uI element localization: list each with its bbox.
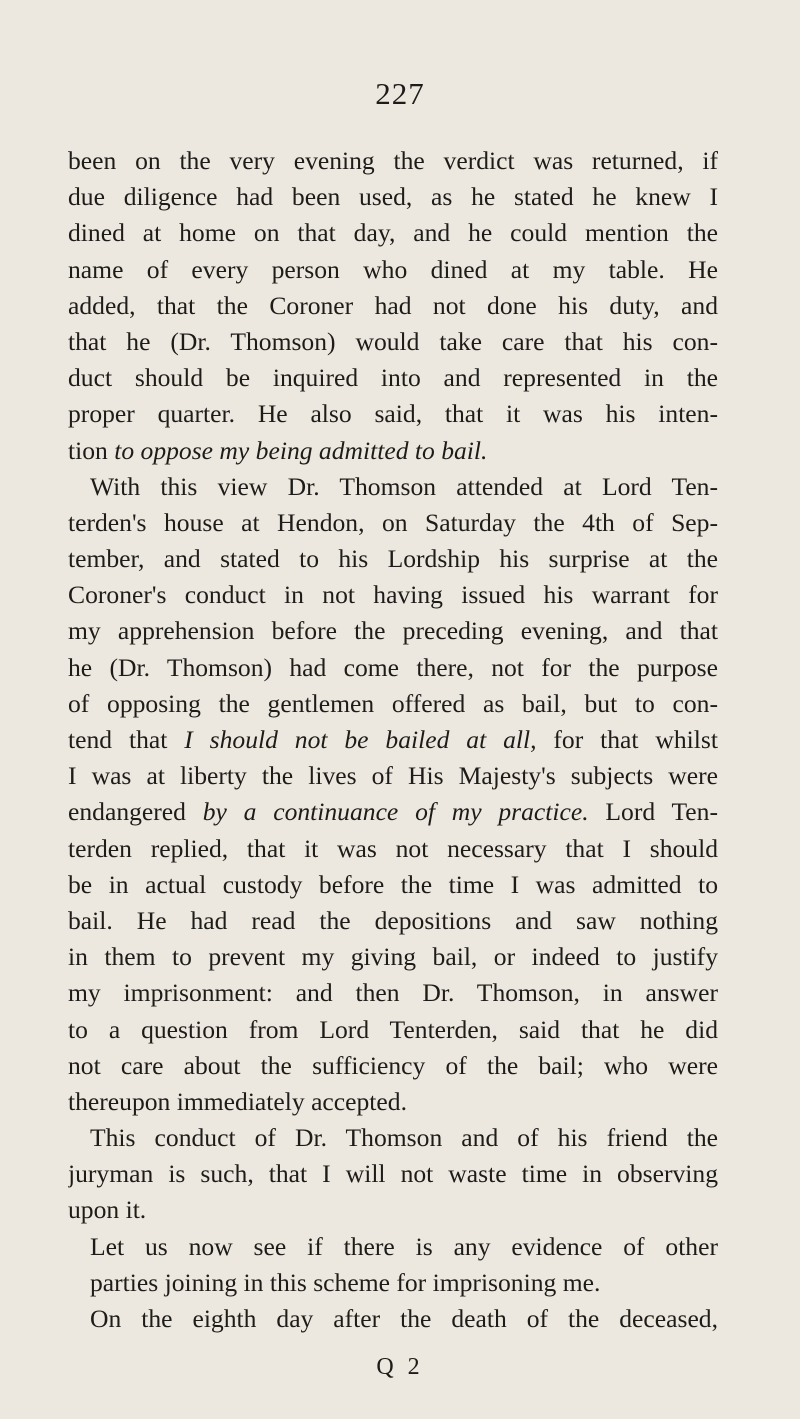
text-run: terden's house at Hendon, on Saturday the 4th of Sep- xyxy=(68,507,718,537)
text-run: for that whilst xyxy=(536,725,718,754)
text-run: juryman is such, that I will not waste time in observing xyxy=(68,1159,718,1189)
text-run: proper quarter. He also said, that it was his inten- xyxy=(68,399,718,429)
text-run: of opposing the gentlemen offered as bail, but to con- xyxy=(68,688,718,718)
text-line xyxy=(68,831,718,867)
text-run: Coroner's conduct in not having issued his warrant for xyxy=(68,580,718,610)
text-line xyxy=(68,1120,718,1156)
text-run: due diligence had been used, as he stated he knew I xyxy=(68,182,718,212)
text-line xyxy=(68,903,718,939)
text-line xyxy=(68,252,718,288)
italic-text: by a continuance of my practice. xyxy=(202,797,589,827)
text-line xyxy=(68,1301,718,1337)
text-run: to a question from Lord Tenterden, said that he did xyxy=(68,1014,718,1044)
text-run: my imprisonment: and then Dr. Thomson, in answer xyxy=(68,978,718,1008)
text-line xyxy=(68,722,718,758)
text-run: duct should be inquired into and represented in the xyxy=(68,363,718,393)
text-line xyxy=(68,686,718,722)
text-line xyxy=(68,288,718,324)
text-line xyxy=(68,360,718,396)
signature-mark: Q 2 xyxy=(376,1354,424,1380)
text-line xyxy=(68,469,718,505)
text-run: I was at liberty the lives of His Majesty's subjects were xyxy=(68,761,718,791)
text-line xyxy=(68,758,718,794)
text-run: On the eighth day after the death of the deceased, xyxy=(90,1304,718,1333)
text-run: added, that the Coroner had not done his duty, and xyxy=(68,290,718,320)
text-run: This conduct of Dr. Thomson and of his friend the xyxy=(90,1123,718,1153)
text-run: that he (Dr. Thomson) would take care that his con- xyxy=(68,326,718,356)
text-run: Let us now see if there is any evidence of other xyxy=(90,1231,718,1261)
text-line xyxy=(68,650,718,686)
text-line xyxy=(68,505,718,541)
text-line xyxy=(68,1192,718,1228)
text-run: not care about the sufficiency of the bail; who were xyxy=(68,1050,718,1080)
text-run: parties joining in this scheme for imprisoning me. xyxy=(90,1267,601,1297)
text-line xyxy=(68,613,718,649)
text-run: dined at home on that day, and he could mention the xyxy=(68,218,718,248)
text-run: he (Dr. Thomson) had come there, not for the purpose xyxy=(68,652,718,682)
text-run: tend that xyxy=(68,725,185,754)
text-run: endangered xyxy=(68,797,203,827)
text-line xyxy=(68,1229,718,1265)
text-run: bail. He had read the depositions and saw nothing xyxy=(68,905,718,935)
text-line xyxy=(68,396,718,432)
text-line xyxy=(68,577,718,613)
text-run: name of every person who dined at my table. He xyxy=(68,254,718,284)
text-line xyxy=(68,975,718,1011)
text-run: be in actual custody before the time I was admitted to xyxy=(68,869,718,899)
text-line xyxy=(68,939,718,975)
text-run: in them to prevent my giving bail, or indeed to justify xyxy=(68,942,718,972)
text-line xyxy=(68,867,718,903)
italic-text: I should not be bailed at all, xyxy=(184,725,537,754)
text-run: Lord Ten- xyxy=(588,797,718,827)
text-run: terden replied, that it was not necessary that I should xyxy=(68,833,718,863)
text-line xyxy=(68,179,718,215)
text-line xyxy=(68,1012,718,1048)
italic-text: to oppose my being admitted to bail. xyxy=(114,435,488,465)
text-run: upon it. xyxy=(68,1195,147,1225)
text-run: been on the very evening the verdict was returned, if xyxy=(68,146,718,175)
text-run: my apprehension before the preceding evening, and that xyxy=(68,616,718,646)
text-run: thereupon immediately accepted. xyxy=(68,1086,407,1116)
text-line xyxy=(68,794,718,830)
text-line xyxy=(68,1084,718,1120)
body-text xyxy=(68,143,718,1337)
text-line xyxy=(68,215,718,251)
text-line xyxy=(68,1156,718,1192)
text-line xyxy=(68,143,718,179)
text-line xyxy=(68,433,718,469)
text-line xyxy=(68,1048,718,1084)
text-run: tion xyxy=(68,435,115,465)
text-line xyxy=(68,324,718,360)
text-line xyxy=(68,1265,718,1301)
text-run: tember, and stated to his Lordship his surprise at the xyxy=(68,544,718,574)
text-run: With this view Dr. Thomson attended at Lord Ten- xyxy=(90,471,718,501)
page-number: 227 xyxy=(375,76,425,111)
text-line xyxy=(68,541,718,577)
